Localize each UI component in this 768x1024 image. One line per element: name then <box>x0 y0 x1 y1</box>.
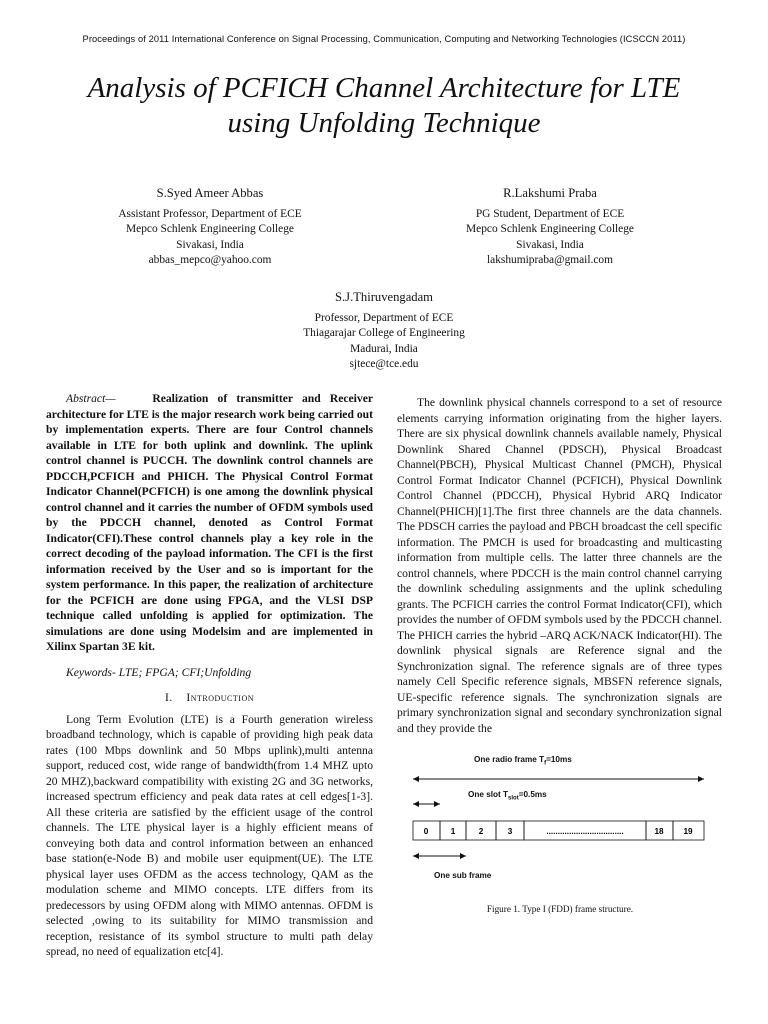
author-org: Mepco Schlenk Engineering College <box>466 223 634 236</box>
keywords: Keywords- LTE; FPGA; CFI;Unfolding <box>66 665 252 679</box>
abstract <box>46 391 373 655</box>
author-org: Mepco Schlenk Engineering College <box>126 223 294 236</box>
title-line-2: using Unfolding Technique <box>227 107 541 139</box>
body-paragraph: The downlink physical channels correspond to a set of resource elements carrying information originating from the higher layers. There are six physical downlink channels available namely, Physical Downlink Shared Channel (PDSCH), Physical Broadcast Channel(PBCH), Physical Multicast Channel (PMCH), Physical Control Format Indicator Channel (PCFICH), Physical Downlink Control Channel (PDCCH), Physical Hybrid ARQ Indicator Channel(PHICH)[1].The first three channels are the data channels. The PDSCH carries the payload and PBCH broadcast the cell specific information. The PMCH is used for broadcasting and multicasting information from multiple cells. The latter three channels are the control channels, where PDCCH is the main control channel carrying the downlink scheduling assignments and the uplink scheduling grants. The PCFICH carries the control Format Indicator(CFI), which provides the number of OFDM symbols used by the PDCCH channel. The PHICH carries the hybrid –ARQ ACK/NACK Indicator(HI). The downlink physical signals are Reference signal and the Synchronization signal. The reference signals are of three types namely Cell Specific reference signals, MBSFN reference signals, UE-specific reference signals. The synchronization signals are primary synchronization signal and secondary synchronization signal and they provide the <box>397 396 722 735</box>
author-email: lakshumipraba@gmail.com <box>487 254 613 267</box>
author-org: Thiagarajar College of Engineering <box>303 327 465 340</box>
author-name: S.Syed Ameer Abbas <box>156 186 264 200</box>
author-name: S.J.Thiruvengadam <box>335 290 433 304</box>
author-block-1 <box>60 186 360 269</box>
cell-label-dots: .................................. <box>546 827 624 836</box>
cell-label-1: 1 <box>450 827 456 836</box>
intro-paragraph: Long Term Evolution (LTE) is a Fourth generation wireless broadband technology, which is capable of providing high peak data rates (100 Mbps downlink and 50 Mbps uplink),multi antenna support, reduced cost, wide range of bandwidth(from 1.4 MHZ upto 20 MHZ),backward compatibility with existing 2G and 3G networks, increased spectrum efficiency and peak data rates at cell edges[1-3]. All these criteria are satisfied by the efficient usage of the control channels. The LTE physical layer is a highly efficient means of conveying both data and control information between an enhanced base station(e-Node B) and mobile user equipment(UE). The LTE physical layer uses OFDM as the access technology, QAM as the modulation scheme and MIMO concepts. LTE differs from its predecessors by using OFDM along with MIMO antennas. OFDM is selected ,owing to its suitability for MIMO transmission and reception, resistance of its symbol structure to multi path delay spread, no need of equalization etc[4]. <box>46 712 373 958</box>
abstract-label: Abstract— <box>66 392 116 405</box>
right-column <box>397 395 722 736</box>
proceedings-header: Proceedings of 2011 International Conference on Signal Processing, Communication, Computing and Networking Technologies (ICSCCN 2011) <box>82 34 686 44</box>
radio-frame-arrow-right-head <box>698 776 704 782</box>
author-place: Madurai, India <box>350 342 418 355</box>
author-role: PG Student, Department of ECE <box>475 207 625 220</box>
cell-label-19: 19 <box>683 827 693 836</box>
paper-title <box>30 71 738 141</box>
author-block-3 <box>234 290 534 373</box>
cell-label-18: 18 <box>654 827 664 836</box>
author-email: abbas_mepco@yahoo.com <box>148 254 272 267</box>
section-number: I. <box>165 691 173 704</box>
subframe-label: One sub frame <box>434 871 492 880</box>
author-place: Sivakasi, India <box>176 238 244 251</box>
slot-label-text: One slot T <box>468 790 509 799</box>
section-heading-introduction <box>46 690 373 706</box>
figure-frame-structure <box>398 752 722 927</box>
radio-frame-value: =10ms <box>546 755 572 764</box>
cell-label-3: 3 <box>507 827 513 836</box>
slot-arrow-right-head <box>434 801 440 807</box>
left-column <box>46 391 373 960</box>
figure-caption: Figure 1. Type I (FDD) frame structure. <box>486 904 634 914</box>
radio-frame-label-text: One radio frame T <box>474 755 545 764</box>
abstract-text: Realization of transmitter and Receiver architecture for LTE is the major research work being carried out by implementation experts. There are four Control channels available in LTE for both uplink and downlink. The uplink control channel is PUCCH. The downlink control channels are PDCCH,PCFICH and PHICH. The Physical Control Format Indicator Channel(PCFICH) is one among the downlink physical control channel and it carries the number of OFDM symbols used by the PDCCH channel, denoted as Control Format Indicator(CFI).These control channels play a key role in the correct decoding of the payload information. The CFI is the first information received by the User and so is important for the system performance. In this paper, the realization of architecture for the PCFICH are done using FPGA, and the VLSI DSP technique called unfolding is applied for optimization. The simulations are done using Modelsim and are implemented in Xilinx Spartan 3E kit. <box>46 392 373 653</box>
title-line-1: Analysis of PCFICH Channel Architecture for LTE <box>87 72 681 104</box>
author-role: Assistant Professor, Department of ECE <box>118 207 302 220</box>
slot-value: =0.5ms <box>518 790 547 799</box>
cell-label-2: 2 <box>478 827 484 836</box>
subframe-arrow-left-head <box>413 853 419 859</box>
section-title: Introduction <box>186 691 254 704</box>
author-email: sjtece@tce.edu <box>349 358 419 371</box>
author-place: Sivakasi, India <box>516 238 584 251</box>
radio-frame-arrow-left-head <box>413 776 419 782</box>
cell-label-0: 0 <box>423 827 429 836</box>
radio-frame-subscript: f <box>544 760 547 767</box>
slot-arrow-left-head <box>413 801 419 807</box>
author-block-2 <box>400 186 700 269</box>
slot-subscript: slot <box>508 795 519 802</box>
author-name: R.Lakshumi Praba <box>503 186 597 200</box>
author-role: Professor, Department of ECE <box>314 311 454 324</box>
subframe-arrow-right-head <box>460 853 466 859</box>
